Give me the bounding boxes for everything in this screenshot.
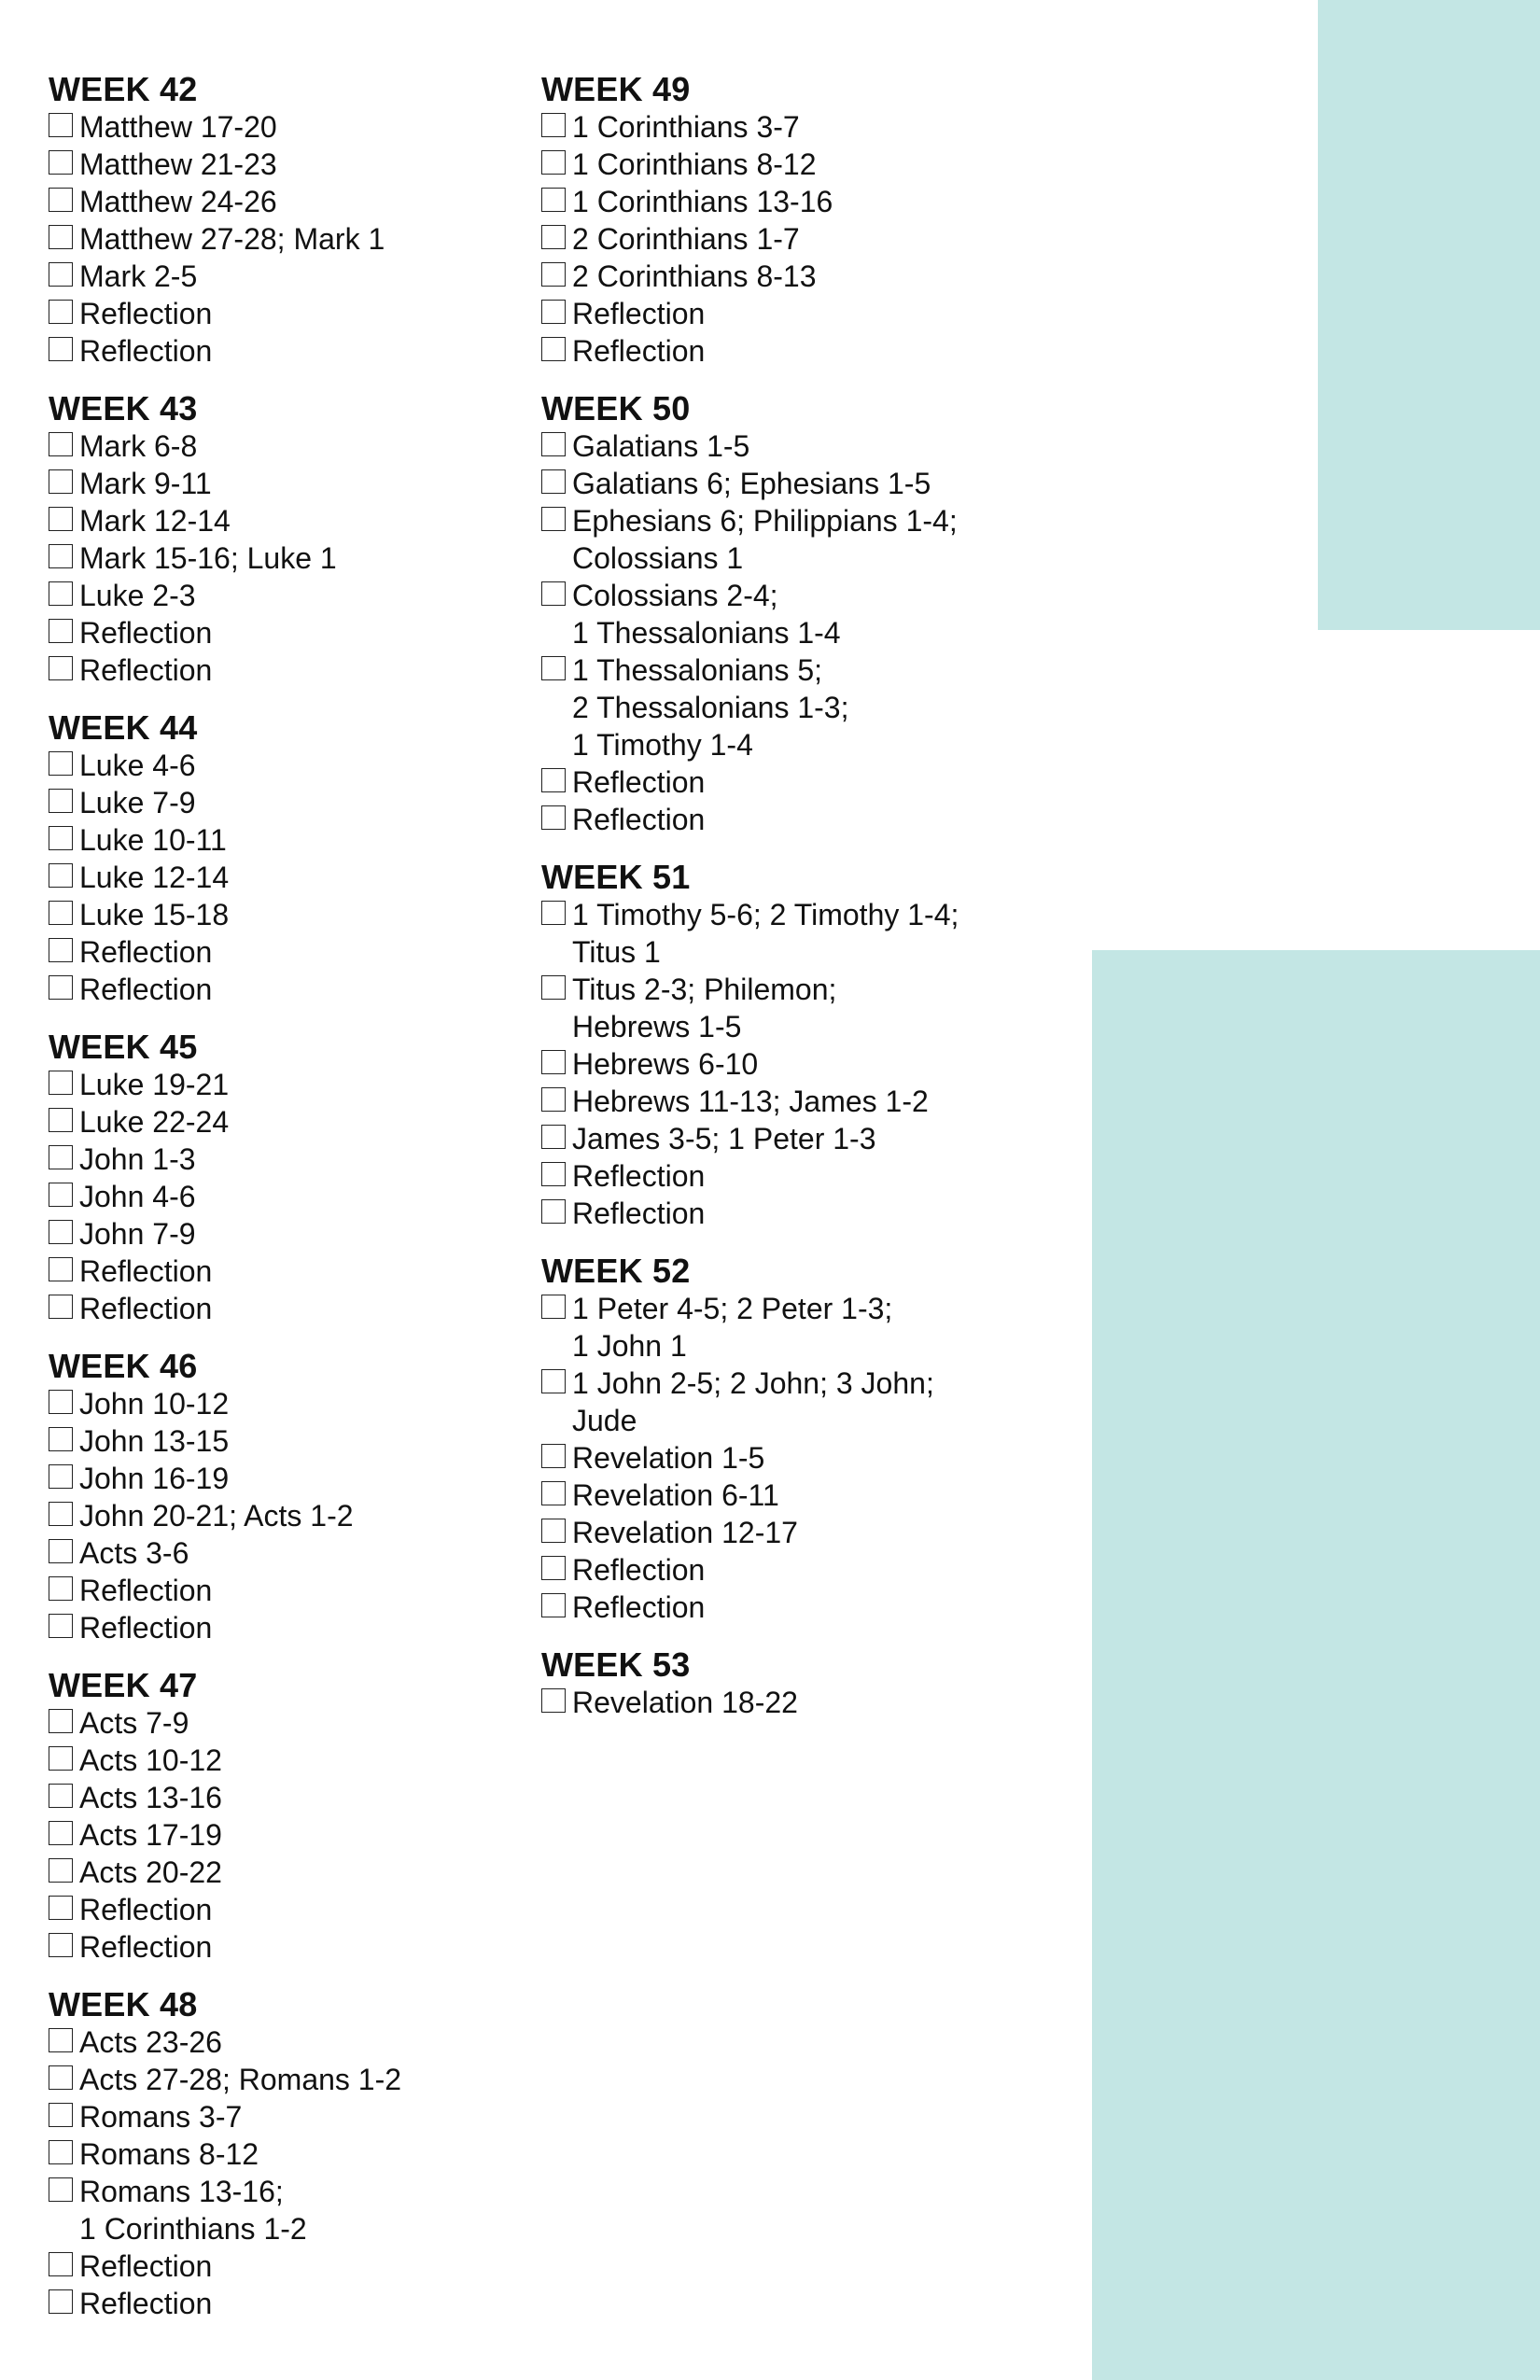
reading-item[interactable] xyxy=(49,1572,515,1609)
checkbox[interactable] xyxy=(541,1556,566,1580)
reading-item[interactable] xyxy=(49,295,515,332)
checkbox[interactable] xyxy=(49,1257,73,1281)
checkbox[interactable] xyxy=(49,2140,73,2164)
week-section xyxy=(541,71,1064,370)
reading-item[interactable] xyxy=(49,1460,515,1497)
checkbox[interactable] xyxy=(541,805,566,830)
reading-item[interactable] xyxy=(541,1157,1064,1195)
reading-item-label: Reflection xyxy=(79,2287,213,2320)
reading-item-label: 1 John 2-5; 2 John; 3 John; Jude xyxy=(572,1366,934,1437)
reading-item[interactable] xyxy=(541,1290,1064,1365)
checkbox[interactable] xyxy=(541,188,566,212)
reading-item[interactable] xyxy=(541,896,1064,971)
checkbox[interactable] xyxy=(541,300,566,324)
reading-item-label: Luke 19-21 xyxy=(79,1068,230,1101)
reading-item[interactable] xyxy=(49,332,515,370)
reading-item-label: 1 Timothy 5-6; 2 Timothy 1-4; Titus 1 xyxy=(572,898,959,969)
reading-item-label: Reflection xyxy=(79,653,213,687)
checkbox[interactable] xyxy=(49,656,73,680)
checkbox[interactable] xyxy=(541,432,566,456)
reading-item[interactable] xyxy=(541,801,1064,838)
reading-item[interactable] xyxy=(49,1742,515,1779)
checkbox[interactable] xyxy=(49,113,73,137)
reading-item[interactable] xyxy=(49,1385,515,1422)
checkbox[interactable] xyxy=(49,2177,73,2202)
reading-item-label: Luke 22-24 xyxy=(79,1105,230,1139)
reading-item-label: Colossians 2-4; 1 Thessalonians 1-4 xyxy=(572,579,841,650)
week-title: WEEK 48 xyxy=(49,1985,198,2023)
week-title: WEEK 42 xyxy=(49,70,198,108)
checkbox[interactable] xyxy=(49,1071,73,1095)
reading-item-label: Romans 3-7 xyxy=(79,2100,243,2134)
reading-item-label: John 16-19 xyxy=(79,1462,230,1495)
week-title: WEEK 51 xyxy=(541,858,691,896)
reading-item[interactable] xyxy=(49,1103,515,1141)
reading-plan-column-left xyxy=(49,71,515,2343)
checkbox[interactable] xyxy=(49,1539,73,1563)
reading-item[interactable] xyxy=(49,577,515,614)
week-section xyxy=(541,1253,1064,1626)
reading-item-label: Reflection xyxy=(79,616,213,650)
checkbox[interactable] xyxy=(541,337,566,361)
checkbox[interactable] xyxy=(541,768,566,792)
reading-item-label: John 1-3 xyxy=(79,1142,196,1176)
reading-item[interactable] xyxy=(541,577,1064,651)
checkbox[interactable] xyxy=(49,2065,73,2090)
reading-item-label: James 3-5; 1 Peter 1-3 xyxy=(572,1122,876,1155)
reading-item[interactable] xyxy=(49,2023,515,2061)
checkbox[interactable] xyxy=(49,1464,73,1489)
checkbox[interactable] xyxy=(49,262,73,287)
reading-item[interactable] xyxy=(49,747,515,784)
checkbox[interactable] xyxy=(541,262,566,287)
week-title: WEEK 50 xyxy=(541,389,691,427)
checkbox[interactable] xyxy=(541,1369,566,1393)
reading-item[interactable] xyxy=(49,108,515,146)
checkbox[interactable] xyxy=(49,863,73,888)
week-section xyxy=(49,71,515,370)
checkbox[interactable] xyxy=(541,1162,566,1186)
reading-item[interactable] xyxy=(541,971,1064,1045)
reading-item-label: Reflection xyxy=(572,1197,706,1230)
reading-item[interactable] xyxy=(49,2247,515,2285)
checkbox[interactable] xyxy=(49,1896,73,1920)
checkbox[interactable] xyxy=(49,901,73,925)
reading-item-label: 2 Corinthians 8-13 xyxy=(572,259,817,293)
reading-item[interactable] xyxy=(49,821,515,859)
week-section xyxy=(541,859,1064,1232)
reading-item[interactable] xyxy=(541,1684,1064,1721)
checkbox[interactable] xyxy=(541,225,566,249)
reading-item-label: Mark 15-16; Luke 1 xyxy=(79,541,337,575)
reading-item[interactable] xyxy=(49,896,515,933)
reading-item-label: Reflection xyxy=(79,1893,213,1926)
checkbox[interactable] xyxy=(49,1784,73,1808)
checkbox[interactable] xyxy=(49,1427,73,1451)
reading-item[interactable] xyxy=(49,2285,515,2322)
reading-item[interactable] xyxy=(49,1290,515,1327)
reading-item[interactable] xyxy=(49,1178,515,1215)
week-title: WEEK 44 xyxy=(49,708,198,747)
reading-item-label: Reflection xyxy=(572,297,706,330)
reading-item[interactable] xyxy=(49,1891,515,1928)
reading-item[interactable] xyxy=(541,295,1064,332)
checkbox[interactable] xyxy=(49,1614,73,1638)
reading-item[interactable] xyxy=(541,1589,1064,1626)
reading-item[interactable] xyxy=(541,146,1064,183)
reading-item-label: Reflection xyxy=(572,765,706,799)
checkbox[interactable] xyxy=(541,1125,566,1149)
reading-plan-column-right xyxy=(541,71,1064,1742)
reading-item[interactable] xyxy=(49,1816,515,1854)
checkbox[interactable] xyxy=(49,1709,73,1733)
reading-item[interactable] xyxy=(49,1066,515,1103)
reading-item-label: Matthew 21-23 xyxy=(79,147,277,181)
reading-item-label: Luke 4-6 xyxy=(79,749,196,782)
week-title: WEEK 53 xyxy=(541,1645,691,1684)
reading-item[interactable] xyxy=(49,1215,515,1253)
checkbox[interactable] xyxy=(49,188,73,212)
reading-item-label: Reflection xyxy=(79,973,213,1006)
reading-item-label: Reflection xyxy=(572,1590,706,1624)
reading-item-label: Reflection xyxy=(572,334,706,368)
checkbox[interactable] xyxy=(49,432,73,456)
reading-item-label: Luke 10-11 xyxy=(79,823,227,857)
reading-item-label: Ephesians 6; Philippians 1-4; Colossians 1 xyxy=(572,504,958,575)
reading-item[interactable] xyxy=(49,1253,515,1290)
reading-item-label: Reflection xyxy=(79,1574,213,1607)
checkbox[interactable] xyxy=(49,1746,73,1771)
reading-item-label: 2 Corinthians 1-7 xyxy=(572,222,800,256)
checkbox[interactable] xyxy=(541,1050,566,1074)
reading-item-label: 1 Corinthians 8-12 xyxy=(572,147,817,181)
week-section xyxy=(541,1646,1064,1721)
decorative-accent-panel-top xyxy=(1318,0,1540,630)
reading-item-label: 1 Peter 4-5; 2 Peter 1-3; 1 John 1 xyxy=(572,1292,893,1363)
reading-item[interactable] xyxy=(541,108,1064,146)
checkbox[interactable] xyxy=(541,1444,566,1468)
checkbox[interactable] xyxy=(49,1858,73,1883)
week-section xyxy=(49,1986,515,2322)
reading-item[interactable] xyxy=(49,651,515,689)
week-title: WEEK 43 xyxy=(49,389,198,427)
reading-item[interactable] xyxy=(49,2173,515,2247)
reading-item-label: Reflection xyxy=(572,1553,706,1587)
checkbox[interactable] xyxy=(49,581,73,606)
reading-item-label: Acts 20-22 xyxy=(79,1855,222,1889)
checkbox[interactable] xyxy=(541,581,566,606)
reading-item-label: Revelation 6-11 xyxy=(572,1478,779,1512)
reading-item[interactable] xyxy=(49,539,515,577)
checkbox[interactable] xyxy=(541,1295,566,1319)
checkbox[interactable] xyxy=(541,975,566,1000)
week-section xyxy=(49,1029,515,1327)
reading-item[interactable] xyxy=(541,1551,1064,1589)
checkbox[interactable] xyxy=(49,975,73,1000)
reading-item-label: Romans 13-16; 1 Corinthians 1-2 xyxy=(79,2175,307,2246)
reading-item-label: Luke 7-9 xyxy=(79,786,196,819)
reading-item-label: Galatians 1-5 xyxy=(572,429,750,463)
reading-item-label: 1 Thessalonians 5; 2 Thessalonians 1-3; 1 Timothy 1-4 xyxy=(572,653,849,762)
week-section xyxy=(49,1667,515,1966)
reading-item-label: 1 Corinthians 13-16 xyxy=(572,185,833,218)
reading-item-label: Luke 2-3 xyxy=(79,579,196,612)
reading-item[interactable] xyxy=(49,502,515,539)
checkbox[interactable] xyxy=(541,1688,566,1713)
reading-item-label: Reflection xyxy=(572,803,706,836)
reading-item[interactable] xyxy=(49,933,515,971)
checkbox[interactable] xyxy=(49,469,73,494)
reading-item-label: Mark 2-5 xyxy=(79,259,198,293)
reading-item[interactable] xyxy=(541,1045,1064,1083)
reading-item[interactable] xyxy=(541,258,1064,295)
reading-item[interactable] xyxy=(49,183,515,220)
reading-item[interactable] xyxy=(49,614,515,651)
checkbox[interactable] xyxy=(49,619,73,643)
week-section xyxy=(49,1348,515,1646)
reading-item-label: Reflection xyxy=(79,1611,213,1645)
reading-item[interactable] xyxy=(49,2135,515,2173)
checkbox[interactable] xyxy=(49,1821,73,1845)
checkbox[interactable] xyxy=(49,1220,73,1244)
reading-item-label: Romans 8-12 xyxy=(79,2137,259,2171)
checkbox[interactable] xyxy=(541,1199,566,1224)
reading-item-label: Acts 10-12 xyxy=(79,1743,222,1777)
reading-item[interactable] xyxy=(541,1120,1064,1157)
reading-item[interactable] xyxy=(541,1083,1064,1120)
checkbox[interactable] xyxy=(49,2103,73,2127)
checkbox[interactable] xyxy=(541,901,566,925)
week-section xyxy=(49,709,515,1008)
reading-item[interactable] xyxy=(49,784,515,821)
reading-item-label: Acts 13-16 xyxy=(79,1781,222,1814)
reading-item-label: Revelation 1-5 xyxy=(572,1441,765,1475)
week-title: WEEK 45 xyxy=(49,1028,198,1066)
reading-item[interactable] xyxy=(541,1195,1064,1232)
checkbox[interactable] xyxy=(49,938,73,962)
reading-item[interactable] xyxy=(49,1497,515,1534)
checkbox[interactable] xyxy=(541,113,566,137)
reading-item-label: Mark 6-8 xyxy=(79,429,198,463)
reading-item-label: Acts 27-28; Romans 1-2 xyxy=(79,2063,402,2096)
checkbox[interactable] xyxy=(49,2289,73,2314)
reading-item[interactable] xyxy=(541,651,1064,763)
reading-item[interactable] xyxy=(49,220,515,258)
reading-item-label: Hebrews 6-10 xyxy=(572,1047,759,1081)
checkbox[interactable] xyxy=(541,656,566,680)
checkbox[interactable] xyxy=(49,1933,73,1957)
reading-item-label: Reflection xyxy=(79,1254,213,1288)
reading-item[interactable] xyxy=(49,465,515,502)
reading-item-label: Reflection xyxy=(79,1292,213,1325)
reading-item-label: Matthew 17-20 xyxy=(79,110,277,144)
reading-item-label: Mark 9-11 xyxy=(79,467,212,500)
reading-item[interactable] xyxy=(49,1422,515,1460)
reading-item-label: Acts 3-6 xyxy=(79,1536,189,1570)
reading-item[interactable] xyxy=(541,502,1064,577)
checkbox[interactable] xyxy=(49,150,73,175)
reading-item-label: John 10-12 xyxy=(79,1387,230,1421)
checkbox[interactable] xyxy=(49,2028,73,2052)
checkbox[interactable] xyxy=(49,826,73,850)
checkbox[interactable] xyxy=(49,1145,73,1169)
reading-item[interactable] xyxy=(49,2098,515,2135)
reading-item[interactable] xyxy=(541,763,1064,801)
reading-item[interactable] xyxy=(541,1439,1064,1477)
reading-item-label: Matthew 27-28; Mark 1 xyxy=(79,222,385,256)
week-section xyxy=(541,390,1064,838)
reading-item[interactable] xyxy=(49,2061,515,2098)
reading-item-label: John 13-15 xyxy=(79,1424,230,1458)
week-title: WEEK 46 xyxy=(49,1347,198,1385)
reading-item[interactable] xyxy=(541,220,1064,258)
checkbox[interactable] xyxy=(541,469,566,494)
reading-item[interactable] xyxy=(49,1141,515,1178)
reading-item-label: Galatians 6; Ephesians 1-5 xyxy=(572,467,931,500)
week-title: WEEK 52 xyxy=(541,1252,691,1290)
reading-item[interactable] xyxy=(49,427,515,465)
checkbox[interactable] xyxy=(49,225,73,249)
checkbox[interactable] xyxy=(49,751,73,776)
reading-item-label: Acts 23-26 xyxy=(79,2025,222,2059)
checkbox[interactable] xyxy=(49,300,73,324)
checkbox[interactable] xyxy=(49,1502,73,1526)
checkbox[interactable] xyxy=(541,1087,566,1112)
checkbox[interactable] xyxy=(541,1481,566,1505)
reading-item[interactable] xyxy=(49,146,515,183)
reading-item[interactable] xyxy=(49,1704,515,1742)
checkbox[interactable] xyxy=(49,1295,73,1319)
reading-item[interactable] xyxy=(541,332,1064,370)
checkbox[interactable] xyxy=(49,789,73,813)
checkbox[interactable] xyxy=(49,1576,73,1601)
checkbox[interactable] xyxy=(49,337,73,361)
reading-item[interactable] xyxy=(541,1365,1064,1439)
checkbox[interactable] xyxy=(49,1390,73,1414)
reading-item[interactable] xyxy=(49,258,515,295)
reading-item-label: Reflection xyxy=(79,935,213,969)
reading-item[interactable] xyxy=(49,971,515,1008)
reading-item[interactable] xyxy=(541,465,1064,502)
reading-item[interactable] xyxy=(49,1779,515,1816)
checkbox[interactable] xyxy=(49,507,73,531)
reading-item[interactable] xyxy=(49,859,515,896)
reading-item-label: Luke 15-18 xyxy=(79,898,230,931)
checkbox[interactable] xyxy=(541,1519,566,1543)
reading-item-label: 1 Corinthians 3-7 xyxy=(572,110,800,144)
reading-item-label: Titus 2-3; Philemon; Hebrews 1-5 xyxy=(572,973,837,1043)
reading-item-label: Luke 12-14 xyxy=(79,861,230,894)
checkbox[interactable] xyxy=(49,544,73,568)
reading-item[interactable] xyxy=(541,1514,1064,1551)
reading-item-label: Reflection xyxy=(79,1930,213,1964)
checkbox[interactable] xyxy=(49,1183,73,1207)
reading-item-label: Reflection xyxy=(79,2249,213,2283)
reading-item[interactable] xyxy=(49,1854,515,1891)
reading-item-label: Revelation 18-22 xyxy=(572,1686,798,1719)
reading-item-label: John 20-21; Acts 1-2 xyxy=(79,1499,354,1533)
checkbox[interactable] xyxy=(541,507,566,531)
reading-item-label: John 4-6 xyxy=(79,1180,196,1213)
week-title: WEEK 47 xyxy=(49,1666,198,1704)
reading-item[interactable] xyxy=(49,1609,515,1646)
reading-item-label: Revelation 12-17 xyxy=(572,1516,798,1549)
reading-item-label: Reflection xyxy=(79,334,213,368)
week-title: WEEK 49 xyxy=(541,70,691,108)
reading-item-label: Acts 7-9 xyxy=(79,1706,189,1740)
reading-item[interactable] xyxy=(541,183,1064,220)
reading-item-label: Mark 12-14 xyxy=(79,504,231,538)
reading-item-label: Hebrews 11-13; James 1-2 xyxy=(572,1085,929,1118)
reading-item-label: John 7-9 xyxy=(79,1217,196,1251)
checkbox[interactable] xyxy=(541,150,566,175)
reading-item-label: Acts 17-19 xyxy=(79,1818,222,1852)
checkbox[interactable] xyxy=(541,1593,566,1617)
reading-item-label: Matthew 24-26 xyxy=(79,185,277,218)
week-section xyxy=(49,390,515,689)
reading-item[interactable] xyxy=(541,427,1064,465)
reading-item-label: Reflection xyxy=(79,297,213,330)
reading-item[interactable] xyxy=(541,1477,1064,1514)
checkbox[interactable] xyxy=(49,1108,73,1132)
reading-item[interactable] xyxy=(49,1928,515,1966)
checkbox[interactable] xyxy=(49,2252,73,2276)
reading-item[interactable] xyxy=(49,1534,515,1572)
reading-item-label: Reflection xyxy=(572,1159,706,1193)
decorative-accent-panel-bottom xyxy=(1092,950,1540,2380)
